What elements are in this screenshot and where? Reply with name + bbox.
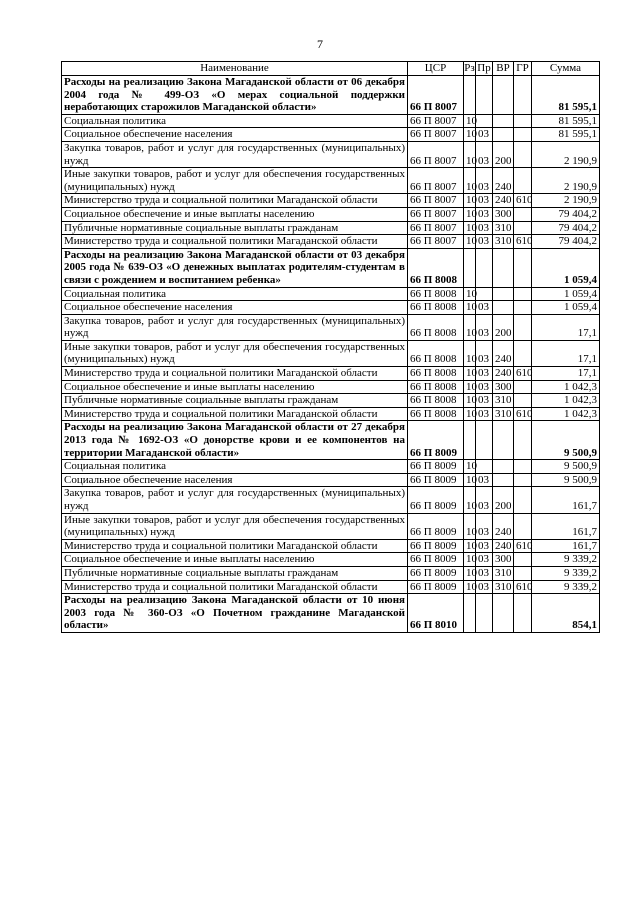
cell-vr: 310: [493, 221, 514, 235]
table-row: [62, 460, 600, 474]
cell-vr: [493, 473, 514, 487]
cell-gr: [514, 594, 532, 633]
cell-name: Социальное обеспечение и иные выплаты населению: [62, 553, 408, 567]
cell-pr: 03: [476, 367, 493, 381]
cell-sum: 17,1: [532, 314, 600, 340]
cell-pr: 03: [476, 394, 493, 408]
cell-sum: 161,7: [532, 487, 600, 513]
cell-rz: [464, 421, 476, 460]
cell-gr: [514, 301, 532, 315]
table-row: [62, 221, 600, 235]
cell-rz: 10: [464, 301, 476, 315]
cell-pr: 03: [476, 314, 493, 340]
cell-vr: 240: [493, 340, 514, 366]
cell-pr: 03: [476, 168, 493, 194]
cell-sum: 79 404,2: [532, 207, 600, 221]
cell-sum: 1 042,3: [532, 407, 600, 421]
cell-gr: [514, 168, 532, 194]
cell-csr: 66 П 8008: [408, 394, 464, 408]
cell-csr: 66 П 8007: [408, 235, 464, 249]
cell-gr: 610: [514, 580, 532, 594]
cell-vr: 200: [493, 141, 514, 167]
cell-csr: 66 П 8008: [408, 367, 464, 381]
cell-csr: 66 П 8009: [408, 421, 464, 460]
cell-pr: [476, 594, 493, 633]
cell-name: Социальное обеспечение населения: [62, 301, 408, 315]
cell-pr: 03: [476, 473, 493, 487]
cell-rz: 10: [464, 235, 476, 249]
cell-csr: 66 П 8007: [408, 168, 464, 194]
table-body: [62, 76, 600, 633]
cell-vr: 200: [493, 314, 514, 340]
cell-pr: 03: [476, 380, 493, 394]
cell-vr: 310: [493, 407, 514, 421]
cell-pr: 03: [476, 301, 493, 315]
budget-table: [61, 61, 600, 633]
cell-pr: [476, 421, 493, 460]
table-row-section: [62, 421, 600, 460]
cell-gr: [514, 248, 532, 287]
cell-sum: 1 059,4: [532, 248, 600, 287]
cell-vr: 310: [493, 566, 514, 580]
cell-vr: 310: [493, 235, 514, 249]
cell-vr: [493, 594, 514, 633]
cell-gr: [514, 553, 532, 567]
cell-pr: 03: [476, 141, 493, 167]
header-pr: Пр: [477, 62, 491, 75]
cell-rz: 10: [464, 513, 476, 539]
header-rz: Рз: [464, 62, 475, 75]
cell-gr: [514, 340, 532, 366]
cell-csr: 66 П 8009: [408, 513, 464, 539]
table-row: [62, 367, 600, 381]
cell-csr: 66 П 8009: [408, 553, 464, 567]
cell-sum: 81 595,1: [532, 128, 600, 142]
cell-csr: 66 П 8008: [408, 380, 464, 394]
cell-name: Социальное обеспечение и иные выплаты населению: [62, 380, 408, 394]
cell-pr: 03: [476, 194, 493, 208]
cell-rz: 10: [464, 287, 476, 301]
cell-sum: 2 190,9: [532, 141, 600, 167]
cell-rz: 10: [464, 487, 476, 513]
cell-name: Закупка товаров, работ и услуг для государственных (муниципальных) нужд: [62, 314, 408, 340]
cell-csr: 66 П 8008: [408, 407, 464, 421]
cell-name: Министерство труда и социальной политики Магаданской области: [62, 407, 408, 421]
cell-pr: 03: [476, 487, 493, 513]
cell-sum: 9 339,2: [532, 566, 600, 580]
cell-sum: 9 500,9: [532, 473, 600, 487]
cell-sum: 161,7: [532, 513, 600, 539]
cell-name: Иные закупки товаров, работ и услуг для обеспечения государственных (муниципальных) нужд: [62, 168, 408, 194]
cell-rz: 10: [464, 314, 476, 340]
cell-csr: 66 П 8008: [408, 301, 464, 315]
cell-rz: 10: [464, 114, 476, 128]
cell-name: Министерство труда и социальной политики Магаданской области: [62, 580, 408, 594]
cell-name: Иные закупки товаров, работ и услуг для обеспечения государственных (муниципальных) нужд: [62, 340, 408, 366]
page-number: 7: [317, 37, 323, 51]
cell-pr: 03: [476, 539, 493, 553]
cell-pr: [476, 248, 493, 287]
table-row: [62, 513, 600, 539]
cell-gr: [514, 76, 532, 115]
cell-sum: 79 404,2: [532, 221, 600, 235]
cell-gr: [514, 487, 532, 513]
cell-pr: 03: [476, 207, 493, 221]
cell-gr: [514, 380, 532, 394]
cell-vr: [493, 248, 514, 287]
table-row: [62, 301, 600, 315]
cell-sum: 1 042,3: [532, 394, 600, 408]
cell-gr: [514, 421, 532, 460]
cell-gr: 610: [514, 367, 532, 381]
table-row: [62, 380, 600, 394]
cell-sum: 9 339,2: [532, 553, 600, 567]
cell-rz: 10: [464, 394, 476, 408]
cell-rz: 10: [464, 128, 476, 142]
cell-vr: [493, 421, 514, 460]
cell-pr: 03: [476, 221, 493, 235]
cell-name: Расходы на реализацию Закона Магаданской области от 10 июня 2003 года № 360-ОЗ «О Почетном гражданине Магаданской области»: [62, 594, 408, 633]
cell-name: Социальная политика: [62, 460, 408, 474]
table-header-row: [62, 62, 600, 76]
cell-sum: 9 500,9: [532, 460, 600, 474]
cell-csr: 66 П 8008: [408, 340, 464, 366]
cell-rz: 10: [464, 340, 476, 366]
cell-pr: 03: [476, 128, 493, 142]
table-row: [62, 407, 600, 421]
cell-rz: 10: [464, 221, 476, 235]
cell-name: Министерство труда и социальной политики Магаданской области: [62, 367, 408, 381]
cell-gr: [514, 473, 532, 487]
table-row: [62, 473, 600, 487]
cell-csr: 66 П 8009: [408, 460, 464, 474]
cell-gr: 610: [514, 539, 532, 553]
cell-name: Министерство труда и социальной политики Магаданской области: [62, 194, 408, 208]
cell-sum: 81 595,1: [532, 114, 600, 128]
cell-sum: 9 500,9: [532, 421, 600, 460]
table-row-section: [62, 76, 600, 115]
cell-csr: 66 П 8009: [408, 487, 464, 513]
table-row: [62, 168, 600, 194]
table-row-section: [62, 594, 600, 633]
cell-csr: 66 П 8008: [408, 314, 464, 340]
cell-name: Публичные нормативные социальные выплаты гражданам: [62, 394, 408, 408]
table-row: [62, 314, 600, 340]
cell-sum: 2 190,9: [532, 168, 600, 194]
table-row: [62, 487, 600, 513]
cell-vr: [493, 114, 514, 128]
table-row: [62, 114, 600, 128]
cell-vr: [493, 128, 514, 142]
table-row: [62, 235, 600, 249]
cell-rz: [464, 594, 476, 633]
cell-vr: 300: [493, 553, 514, 567]
cell-csr: 66 П 8007: [408, 221, 464, 235]
cell-csr: 66 П 8007: [408, 76, 464, 115]
cell-rz: 10: [464, 194, 476, 208]
table-row: [62, 128, 600, 142]
cell-pr: [476, 287, 493, 301]
cell-rz: 10: [464, 566, 476, 580]
cell-gr: [514, 460, 532, 474]
cell-sum: 17,1: [532, 367, 600, 381]
cell-csr: 66 П 8009: [408, 539, 464, 553]
cell-rz: [464, 76, 476, 115]
cell-name: Иные закупки товаров, работ и услуг для обеспечения государственных (муниципальных) нужд: [62, 513, 408, 539]
table-row: [62, 553, 600, 567]
cell-name: Социальная политика: [62, 287, 408, 301]
cell-name: Расходы на реализацию Закона Магаданской области от 06 декабря 2004 года № 499-ОЗ «О мерах социальной поддержки неработающих старожилов Магаданской области»: [62, 76, 408, 115]
cell-sum: 17,1: [532, 340, 600, 366]
cell-vr: 200: [493, 487, 514, 513]
cell-rz: 10: [464, 207, 476, 221]
cell-gr: 610: [514, 235, 532, 249]
cell-gr: [514, 221, 532, 235]
table-row: [62, 539, 600, 553]
cell-sum: 79 404,2: [532, 235, 600, 249]
cell-rz: 10: [464, 407, 476, 421]
cell-name: Социальное обеспечение и иные выплаты населению: [62, 207, 408, 221]
cell-gr: [514, 287, 532, 301]
table-row: [62, 580, 600, 594]
cell-csr: 66 П 8008: [408, 248, 464, 287]
cell-pr: [476, 460, 493, 474]
cell-name: Министерство труда и социальной политики Магаданской области: [62, 539, 408, 553]
header-vr: ВР: [493, 62, 514, 76]
cell-gr: [514, 128, 532, 142]
cell-sum: 1 059,4: [532, 287, 600, 301]
cell-vr: 240: [493, 539, 514, 553]
cell-sum: 1 059,4: [532, 301, 600, 315]
cell-gr: 610: [514, 194, 532, 208]
cell-name: Социальное обеспечение населения: [62, 473, 408, 487]
cell-name: Закупка товаров, работ и услуг для государственных (муниципальных) нужд: [62, 487, 408, 513]
cell-name: Публичные нормативные социальные выплаты гражданам: [62, 221, 408, 235]
cell-rz: 10: [464, 580, 476, 594]
cell-gr: [514, 314, 532, 340]
cell-sum: 854,1: [532, 594, 600, 633]
cell-pr: [476, 76, 493, 115]
cell-csr: 66 П 8007: [408, 207, 464, 221]
cell-rz: 10: [464, 539, 476, 553]
cell-gr: [514, 394, 532, 408]
cell-sum: 1 042,3: [532, 380, 600, 394]
header-name: Наименование: [62, 62, 408, 76]
header-gr: ГР: [514, 62, 532, 76]
table-row: [62, 566, 600, 580]
cell-rz: 10: [464, 141, 476, 167]
cell-name: Закупка товаров, работ и услуг для государственных (муниципальных) нужд: [62, 141, 408, 167]
cell-csr: 66 П 8008: [408, 287, 464, 301]
cell-pr: [476, 114, 493, 128]
cell-pr: 03: [476, 580, 493, 594]
table-row: [62, 141, 600, 167]
cell-gr: [514, 114, 532, 128]
cell-name: Расходы на реализацию Закона Магаданской области от 27 декабря 2013 года № 1692-ОЗ «О донорстве крови и ее компонентов на территории Магаданской области»: [62, 421, 408, 460]
cell-gr: [514, 566, 532, 580]
cell-pr: 03: [476, 553, 493, 567]
cell-vr: 310: [493, 580, 514, 594]
cell-vr: [493, 460, 514, 474]
cell-vr: 240: [493, 513, 514, 539]
cell-csr: 66 П 8007: [408, 141, 464, 167]
cell-csr: 66 П 8009: [408, 580, 464, 594]
cell-gr: 610: [514, 407, 532, 421]
table-row: [62, 340, 600, 366]
cell-vr: 310: [493, 394, 514, 408]
cell-vr: 240: [493, 194, 514, 208]
cell-name: Социальное обеспечение населения: [62, 128, 408, 142]
table-row: [62, 207, 600, 221]
cell-rz: 10: [464, 380, 476, 394]
cell-csr: 66 П 8007: [408, 194, 464, 208]
header-sum: Сумма: [532, 62, 600, 76]
cell-csr: 66 П 8009: [408, 566, 464, 580]
cell-sum: 2 190,9: [532, 194, 600, 208]
cell-csr: 66 П 8010: [408, 594, 464, 633]
cell-sum: 9 339,2: [532, 580, 600, 594]
cell-sum: 81 595,1: [532, 76, 600, 115]
cell-rz: 10: [464, 168, 476, 194]
cell-pr: 03: [476, 513, 493, 539]
cell-pr: 03: [476, 235, 493, 249]
table-row: [62, 287, 600, 301]
cell-vr: 300: [493, 207, 514, 221]
cell-gr: [514, 513, 532, 539]
cell-csr: 66 П 8007: [408, 128, 464, 142]
table-row-section: [62, 248, 600, 287]
header-csr: ЦСР: [408, 62, 464, 76]
cell-rz: [464, 248, 476, 287]
cell-rz: 10: [464, 367, 476, 381]
cell-name: Публичные нормативные социальные выплаты гражданам: [62, 566, 408, 580]
cell-csr: 66 П 8009: [408, 473, 464, 487]
cell-vr: [493, 76, 514, 115]
table-row: [62, 194, 600, 208]
cell-rz: 10: [464, 460, 476, 474]
cell-pr: 03: [476, 566, 493, 580]
cell-sum: 161,7: [532, 539, 600, 553]
cell-pr: 03: [476, 407, 493, 421]
cell-rz: 10: [464, 553, 476, 567]
cell-vr: 300: [493, 380, 514, 394]
cell-vr: 240: [493, 367, 514, 381]
cell-vr: [493, 287, 514, 301]
cell-name: Расходы на реализацию Закона Магаданской области от 03 декабря 2005 года № 639-ОЗ «О денежных выплатах родителям-студентам в связи с рождением и воспитанием ребенка»: [62, 248, 408, 287]
cell-vr: [493, 301, 514, 315]
table-row: [62, 394, 600, 408]
cell-pr: 03: [476, 340, 493, 366]
cell-gr: [514, 141, 532, 167]
cell-vr: 240: [493, 168, 514, 194]
cell-csr: 66 П 8007: [408, 114, 464, 128]
cell-gr: [514, 207, 532, 221]
cell-rz: 10: [464, 473, 476, 487]
cell-name: Социальная политика: [62, 114, 408, 128]
cell-name: Министерство труда и социальной политики Магаданской области: [62, 235, 408, 249]
